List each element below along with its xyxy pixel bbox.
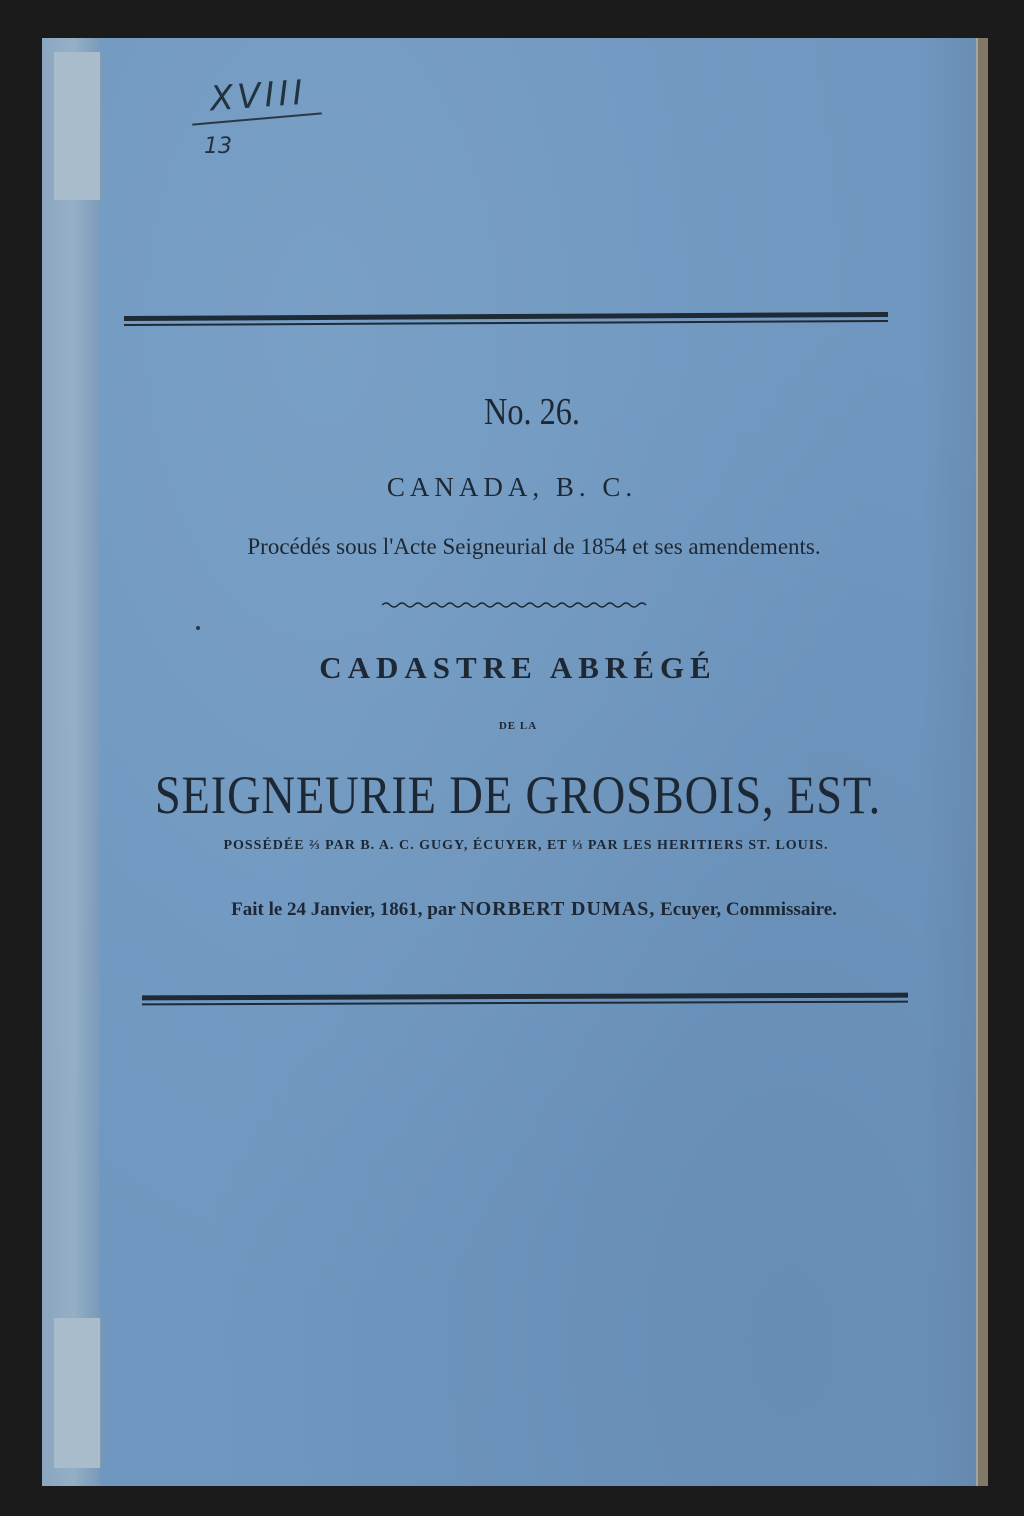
- handwritten-shelf-mark: XVIII: [208, 72, 308, 120]
- title-line-1: CADASTRE ABRÉGÉ: [319, 650, 717, 685]
- wavy-divider: [382, 600, 648, 610]
- bottom-thin-rule: [142, 1001, 908, 1006]
- top-thin-rule: [124, 320, 888, 326]
- ink-speck: [196, 626, 200, 630]
- made-prefix: Fait le 24 Janvier, 1861, par: [231, 899, 456, 920]
- blue-paper-cover: [42, 38, 978, 1486]
- main-title: SEIGNEURIE DE GROSBOIS, EST.: [154, 765, 882, 825]
- proceedings-line: Procédés sous l'Acte Seigneurial de 1854 et ses amendements.: [247, 534, 821, 559]
- ownership-line: POSSÉDÉE ⅔ PAR B. A. C. GUGY, ÉCUYER, ET ⅓ PAR LES HERITIERS ST. LOUIS.: [223, 838, 829, 853]
- document-number: No. 26.: [483, 391, 580, 433]
- bottom-thick-rule: [142, 993, 908, 1001]
- binding-spine: [42, 38, 100, 1486]
- commissioner-name: NORBERT DUMAS,: [460, 898, 656, 920]
- made-suffix: Ecuyer, Commissaire.: [660, 899, 837, 920]
- title-connector: DE LA: [498, 720, 538, 732]
- made-by-line: [66, 898, 1002, 921]
- tape-strip-top: [54, 52, 101, 200]
- handwritten-item-number: 13: [204, 134, 232, 159]
- region-heading: CANADA, B. C.: [386, 472, 638, 502]
- tape-strip-bottom: [54, 1318, 101, 1468]
- page-edge: [976, 38, 988, 1486]
